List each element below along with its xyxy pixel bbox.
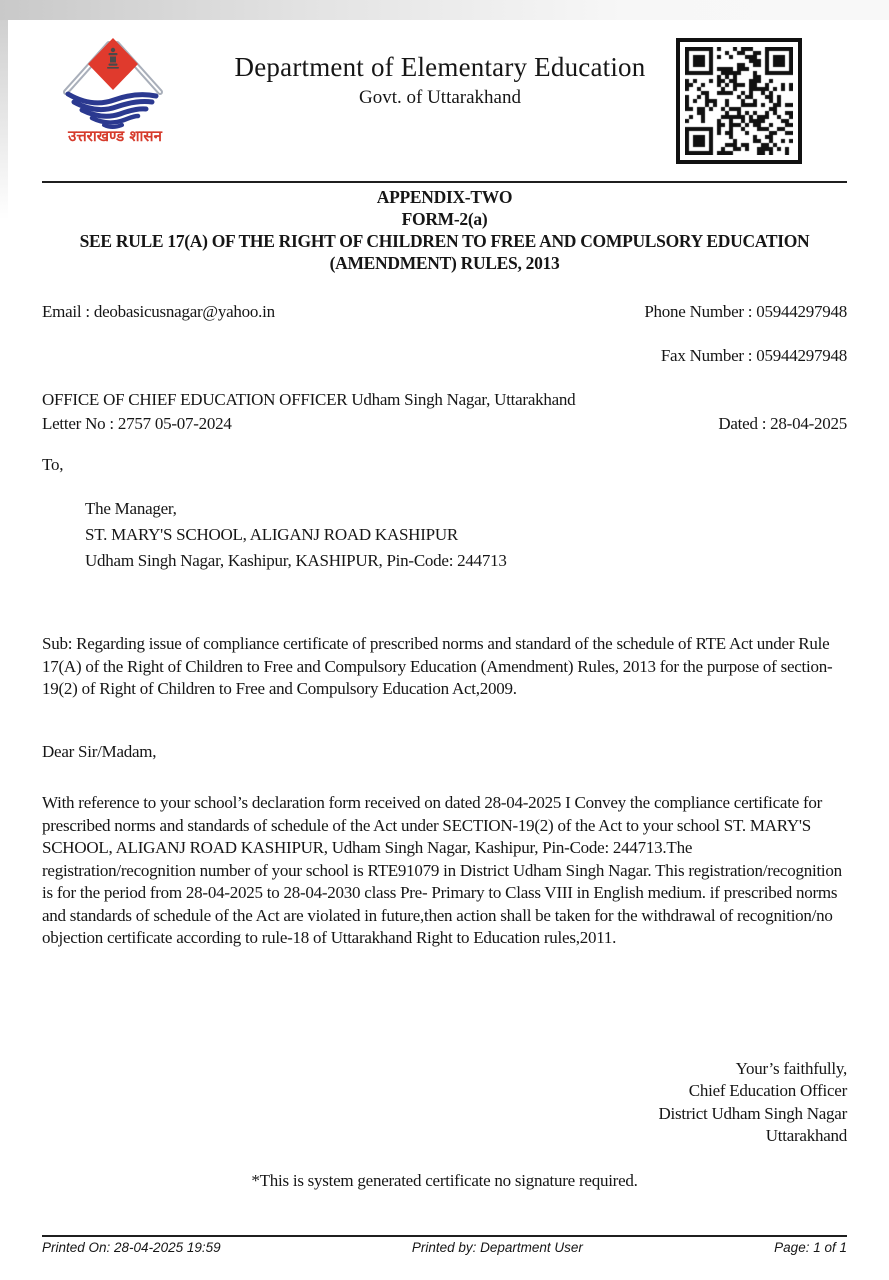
signature-faithfully: Your’s faithfully, bbox=[735, 1059, 847, 1078]
dated-text: Dated : 28-04-2025 bbox=[718, 414, 847, 433]
signature-state: Uttarakhand bbox=[765, 1125, 847, 1145]
department-title: Department of Elementary Education bbox=[234, 52, 646, 82]
form-line: FORM-2(a) bbox=[401, 209, 488, 229]
signature-block bbox=[42, 1058, 847, 1147]
letter-number: Letter No : 2757 05-07-2024 bbox=[42, 414, 232, 433]
phone-text: Phone Number : 05944297948 bbox=[644, 302, 847, 321]
header-divider bbox=[42, 181, 847, 183]
addressee-name: The Manager, bbox=[85, 499, 177, 518]
appendix-line: APPENDIX-TWO bbox=[376, 187, 513, 207]
email-text: Email : deobasicusnagar@yahoo.in bbox=[42, 302, 275, 321]
addressee-school: ST. MARY'S SCHOOL, ALIGANJ ROAD KASHIPUR bbox=[85, 525, 458, 544]
appendix-title-block bbox=[42, 186, 847, 274]
footer-printed-by: Printed by: Department User bbox=[411, 1240, 583, 1255]
qr-code bbox=[676, 38, 802, 164]
fax-text: Fax Number : 05944297948 bbox=[660, 346, 847, 365]
qr-code-pattern bbox=[685, 47, 793, 155]
page-left-edge bbox=[0, 20, 8, 220]
addressee-location: Udham Singh Nagar, Kashipur, KASHIPUR, Pin-Code: 244713 bbox=[85, 551, 507, 570]
page-top-edge bbox=[0, 0, 889, 20]
footer-row bbox=[42, 1240, 847, 1255]
letter-number-row bbox=[42, 413, 847, 436]
rule-line: SEE RULE 17(A) OF THE RIGHT OF CHILDREN TO FREE AND COMPULSORY EDUCATION bbox=[79, 231, 810, 251]
contact-row bbox=[42, 301, 847, 324]
subject-paragraph: Sub: Regarding issue of compliance certificate of prescribed norms and standard of the schedule of RTE Act under Rule 17(A) of the Right of Children to Free and Compulsory Education (Amendment) Rules, 2013 for the purpose of section- 19(2) of Right of Children to Free and Compulsory Education Act,2009. bbox=[42, 634, 833, 698]
footer-divider bbox=[42, 1235, 847, 1237]
to-label: To, bbox=[42, 455, 64, 474]
greeting-text: Dear Sir/Madam, bbox=[42, 742, 157, 761]
govt-subtitle: Govt. of Uttarakhand bbox=[359, 87, 521, 108]
signature-designation: Chief Education Officer bbox=[688, 1081, 847, 1101]
signature-district: District Udham Singh Nagar bbox=[658, 1103, 847, 1123]
river-waves-glyph bbox=[68, 94, 156, 127]
office-line: OFFICE OF CHIEF EDUCATION OFFICER Udham Singh Nagar, Uttarakhand bbox=[42, 390, 576, 409]
addressee-block bbox=[85, 496, 785, 574]
amendment-line: (AMENDMENT) RULES, 2013 bbox=[329, 253, 560, 273]
footer-printed-on: Printed On: 28-04-2025 19:59 bbox=[42, 1240, 221, 1255]
footer-page-number: Page: 1 of 1 bbox=[774, 1240, 847, 1255]
body-paragraph: With reference to your school’s declaration form received on dated 28-04-2025 I Convey the compliance certificate for prescribed norms and standards of schedule of the Act under SECTION-19(2) of the Act to your school ST. MARY'S SCHOOL, ALIGANJ ROAD KASHIPUR, Udham Singh Nagar, Kashipur, Pin-Code: 244713.The registration/recognition number of your school is RTE91079 in District Udham Singh Nagar. This registration/recognition is for the period from 28-04-2025 to 28-04-2030 class Pre- Primary to Class VIII in English medium. if prescribed norms and standards of schedule of the Act are violated in future,then action shall be taken for the withdrawal of recognition/no objection certificate according to rule-18 of Uttarakhand Right to Education rules,2011. bbox=[42, 793, 842, 947]
system-generated-note: *This is system generated certificate no signature required. bbox=[251, 1171, 638, 1190]
logo-caption: उत्तराखण्ड शासन bbox=[68, 127, 162, 145]
